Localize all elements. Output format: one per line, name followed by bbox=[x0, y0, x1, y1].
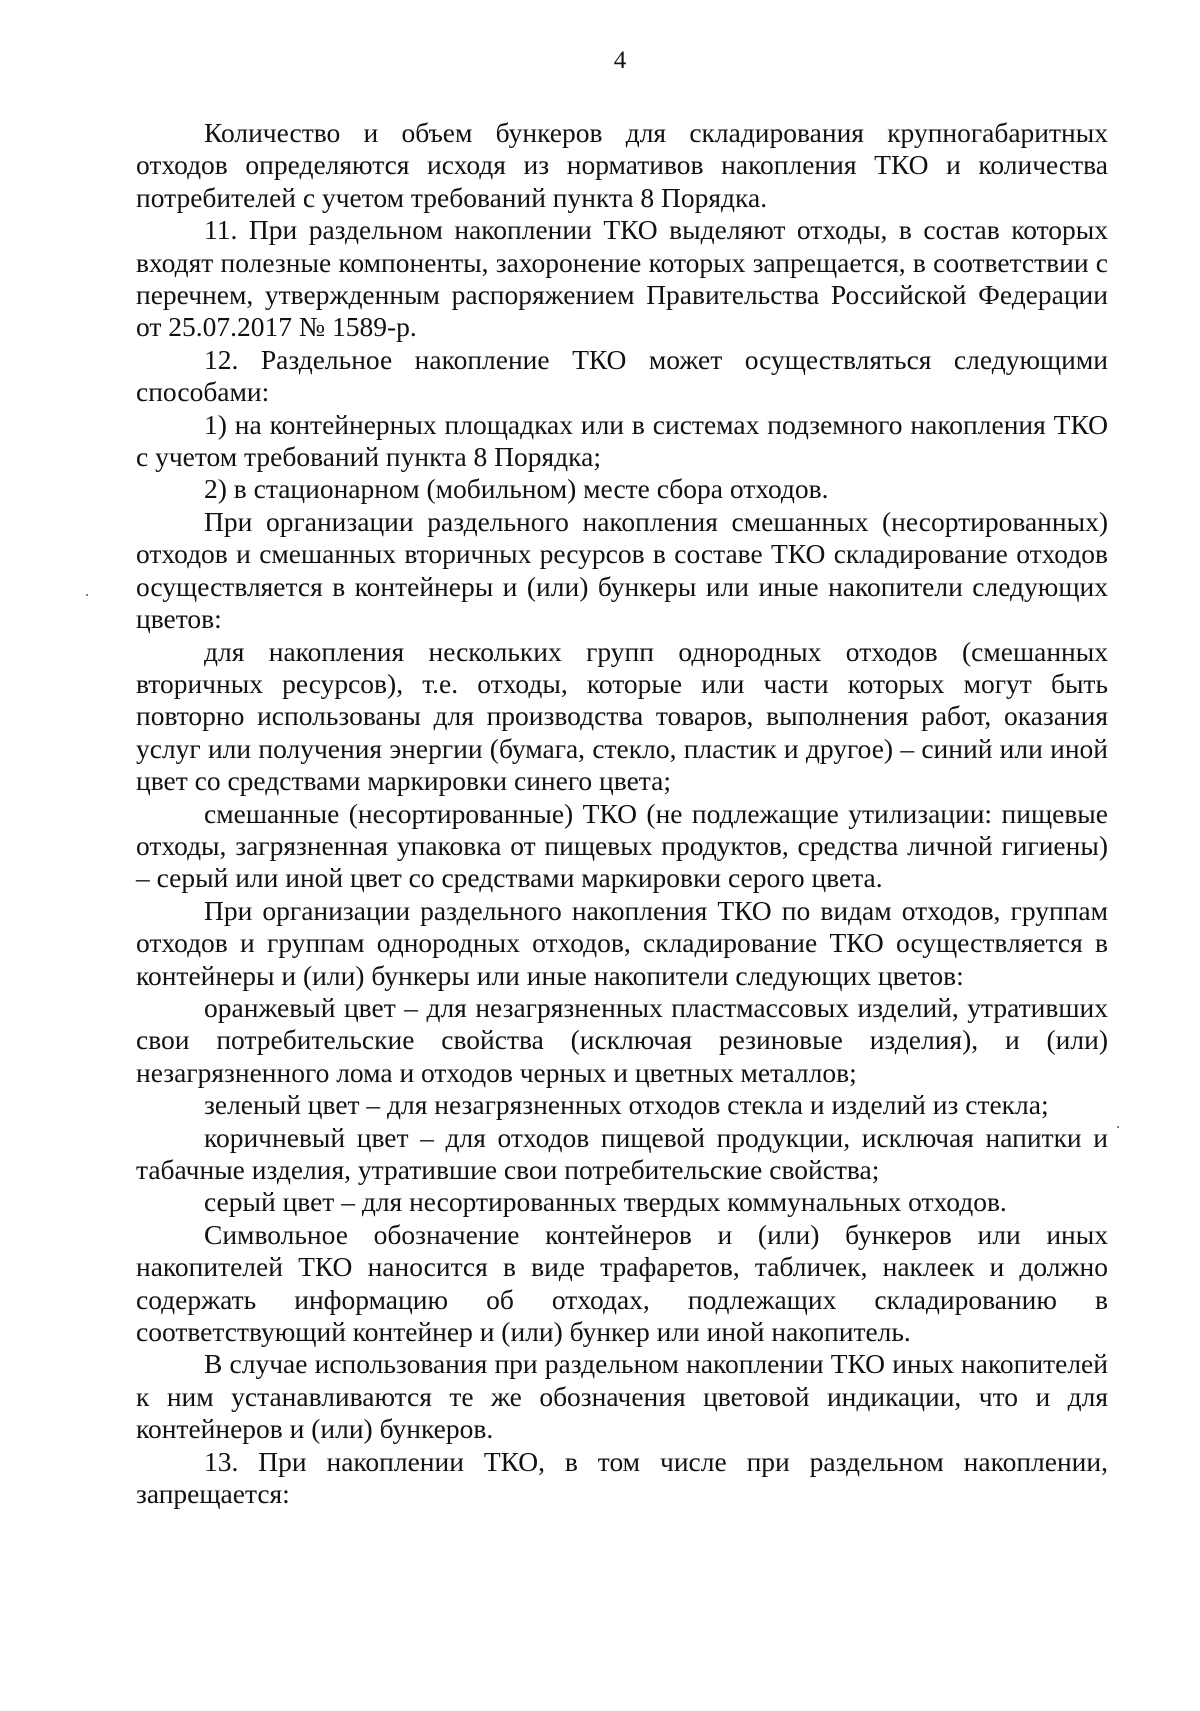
paragraph-other-accumulators: В случае использования при раздельном накоплении ТКО иных накопителей к ним устанавливаются те же обозначения цветовой индикации, что и для контейнеров и (или) бункеров. bbox=[136, 1348, 1108, 1445]
scan-speck bbox=[1117, 1126, 1119, 1128]
scan-speck bbox=[86, 594, 88, 596]
paragraph-blue-container: для накопления нескольких групп однородных отходов (смешанных вторичных ресурсов), т.е. отходы, которые или части которых могут быть повторно использованы для производства товаров, выполнения работ, оказания услуг или получения энергии (бумага, стекло, пластик и другое) – синий или иной цвет со средствами маркировки синего цвета; bbox=[136, 635, 1108, 797]
paragraph-gray-container: серый цвет – для несортированных твердых коммунальных отходов. bbox=[204, 1186, 1007, 1218]
paragraph-12-methods: 12. Раздельное накопление ТКО может осуществляться следующими способами: bbox=[136, 343, 1108, 408]
paragraph-13-prohibitions: 13. При накоплении ТКО, в том числе при раздельном накоплении, запрещается: bbox=[136, 1445, 1108, 1510]
paragraph-11-separate-accumulation: 11. При раздельном накоплении ТКО выделяют отходы, в состав которых входят полезные компоненты, захоронение которых запрещается, в соответствии с перечнем, утвержденным распоряжением Правительства Российской Федерации от 25.07.2017 № 1589-р. bbox=[136, 214, 1108, 343]
paragraph-gray-container-mixed: смешанные (несортированные) ТКО (не подлежащие утилизации: пищевые отходы, загрязненная упаковка от пищевых продуктов, средства личной гигиены) – серый или иной цвет со средствами маркировки серого цвета. bbox=[136, 797, 1108, 894]
paragraph-brown-container: коричневый цвет – для отходов пищевой продукции, исключая напитки и табачные изделия, утратившие свои потребительские свойства; bbox=[136, 1121, 1108, 1185]
document-body bbox=[136, 117, 1108, 1510]
list-item-stationary-place: 2) в стационарном (мобильном) месте сбора отходов. bbox=[204, 473, 829, 505]
paragraph-bunker-volume: Количество и объем бункеров для складирования крупногабаритных отходов определяются исходя из нормативов накопления ТКО и количества потребителей с учетом требований пункта 8 Порядка. bbox=[136, 117, 1108, 213]
paragraph-orange-container: оранжевый цвет – для незагрязненных пластмассовых изделий, утративших свои потребительские свойства (исключая резиновые изделия), и (или) незагрязненного лома и отходов черных и цветных металлов; bbox=[136, 991, 1108, 1088]
paragraph-mixed-waste-colors: При организации раздельного накопления смешанных (несортированных) отходов и смешанных вторичных ресурсов в составе ТКО складирование отходов осуществляется в контейнеры и (или) бункеры или иные накопители следующих цветов: bbox=[136, 505, 1108, 635]
page-number: 4 bbox=[613, 47, 627, 74]
paragraph-green-container: зеленый цвет – для незагрязненных отходов стекла и изделий из стекла; bbox=[204, 1089, 1049, 1121]
paragraph-waste-type-colors: При организации раздельного накопления ТКО по видам отходов, группам отходов и группам однородных отходов, складирование ТКО осуществляется в контейнеры и (или) бункеры или иные накопители следующих цветов: bbox=[136, 894, 1108, 991]
paragraph-symbol-marking: Символьное обозначение контейнеров и (или) бункеров или иных накопителей ТКО наносится в виде трафаретов, табличек, наклеек и должно содержать информацию об отходах, подлежащих складированию в соответствующий контейнер и (или) бункер или иной накопитель. bbox=[136, 1218, 1108, 1348]
list-item-container-sites: 1) на контейнерных площадках или в системах подземного накопления ТКО с учетом требований пункта 8 Порядка; bbox=[136, 408, 1108, 473]
